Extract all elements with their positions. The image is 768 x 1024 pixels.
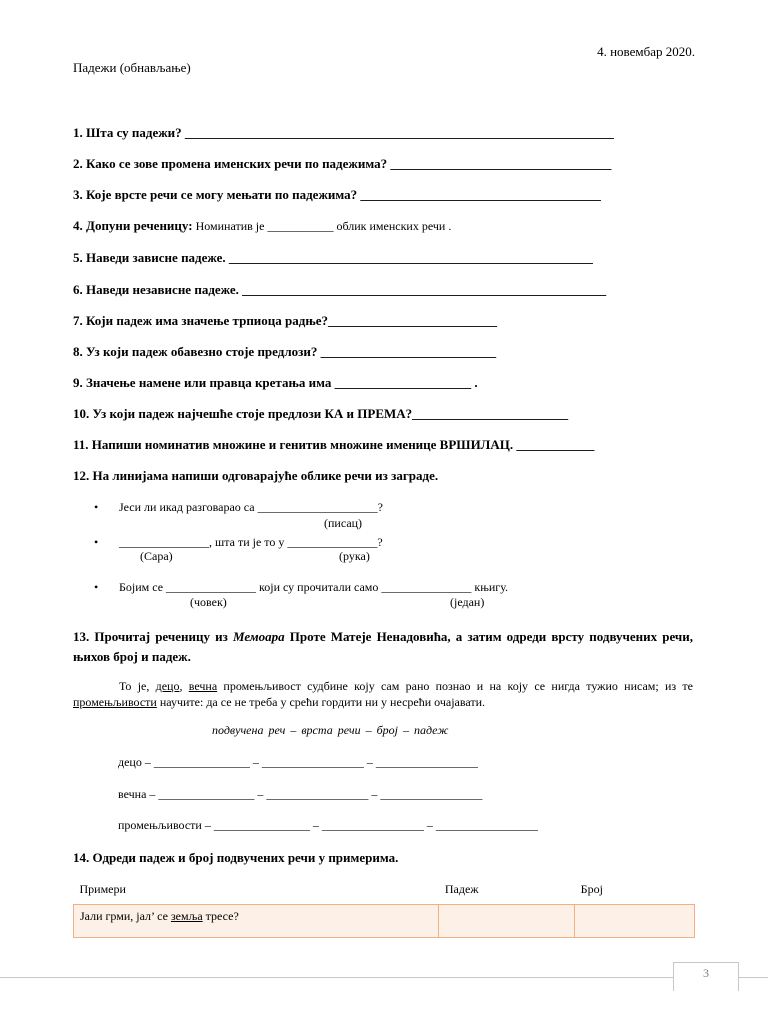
example-part-a: Јали грми, јал’ се [80, 909, 171, 923]
sentence-3: Бојим се _______________ који су прочитали само _______________ књигу. [119, 580, 509, 594]
question-4-prompt: 4. Допуни реченицу: [73, 218, 193, 233]
footer-divider [0, 977, 768, 978]
example-cell [74, 905, 439, 938]
bullet-2: • [94, 535, 99, 549]
quote-part-b: , [179, 679, 189, 693]
quote-part-a: То је, [119, 679, 156, 693]
bullet-3: • [94, 580, 99, 594]
examples-table [73, 874, 695, 938]
question-11: 11. Напиши номинатив множине и генитив множине именице ВРШИЛАЦ. ____________ [73, 437, 595, 452]
answer-row-vecna: вечна – ________________ – _________________ – _________________ [118, 787, 483, 801]
case-answer-cell[interactable] [439, 905, 575, 938]
quote-part-c: промењљивост судбине коју сам рано познао и на коју се нигда тужио нисам; из те [217, 679, 693, 693]
question-7: 7. Који падеж има значење трпиоца радње?__________________________ [73, 313, 497, 328]
question-13-book-title: Мемоара [232, 629, 285, 644]
question-2: 2. Како се зове промена именских речи по падежима? __________________________________ [73, 156, 612, 171]
question-5: 5. Наведи зависне падеже. ________________________________________________________ [73, 250, 593, 265]
question-14: 14. Одреди падеж и број подвучених речи у примерима. [73, 850, 399, 865]
document-subtitle: Падежи (обнављање) [73, 60, 191, 75]
header-examples: Примери [79, 881, 126, 896]
answer-row-promenljivosti: промењљивости – ________________ – _________________ – _________________ [118, 818, 538, 832]
header-case: Падеж [444, 881, 479, 896]
sentence-2: _______________, шта ти је то у _______________? [119, 535, 383, 549]
analysis-scheme: подвучена реч – врста речи – број – падеж [212, 723, 449, 737]
question-13 [73, 627, 693, 667]
memoir-quote [73, 678, 693, 710]
question-1: 1. Шта су падежи? __________________________________________________________________ [73, 125, 614, 140]
quote-underlined-deco: децо [155, 679, 180, 693]
hint-sara: (Сара) [140, 549, 173, 563]
question-3: 3. Које врсте речи се могу мењати по падежима? _____________________________________ [73, 187, 601, 202]
question-12: 12. На линијама напиши одговарајуће облике речи из заграде. [73, 468, 439, 483]
quote-part-d: научите: да се не треба у срећи гордити ни у несрећи очајавати. [156, 695, 486, 709]
question-13-part2: Проте Матеје Ненадовића, а затим одреди врсту подвучених речи, њихов број и падеж. [73, 629, 693, 664]
question-4-sentence: Номинатив је ___________ облик именских речи . [192, 219, 452, 233]
hint-pisac: (писац) [324, 516, 363, 530]
hint-jedan: (један) [450, 595, 485, 609]
page-number: 3 [673, 962, 739, 991]
example-underlined-zemlja: земља [170, 909, 203, 923]
header-number: Број [580, 881, 603, 896]
question-8: 8. Уз који падеж обавезно стоје предлози? ___________________________ [73, 344, 497, 359]
document-date: 4. новембар 2020. [597, 44, 695, 59]
example-part-b: тресе? [202, 909, 239, 923]
question-10: 10. Уз који падеж најчешће стоје предлози КА и ПРЕМА?________________________ [73, 406, 569, 421]
bullet-1: • [94, 500, 99, 514]
quote-underlined-promenljivosti: промењљивости [73, 695, 157, 709]
question-13-part1: 13. Прочитај реченицу из [73, 629, 233, 644]
hint-ruka: (рука) [339, 549, 370, 563]
question-6: 6. Наведи независне падеже. ________________________________________________________ [73, 282, 607, 297]
table-header-row [74, 874, 695, 905]
answer-row-deco: децо – ________________ – _________________ – _________________ [118, 755, 478, 769]
number-answer-cell[interactable] [575, 905, 695, 938]
question-9: 9. Значење намене или правца кретања има _____________________ . [73, 375, 478, 390]
table-row [74, 905, 695, 938]
sentence-1: Јеси ли икад разговарао са ____________________? [119, 500, 383, 514]
question-4 [73, 218, 451, 234]
hint-covek: (човек) [190, 595, 227, 609]
quote-underlined-vecna: вечна [188, 679, 218, 693]
